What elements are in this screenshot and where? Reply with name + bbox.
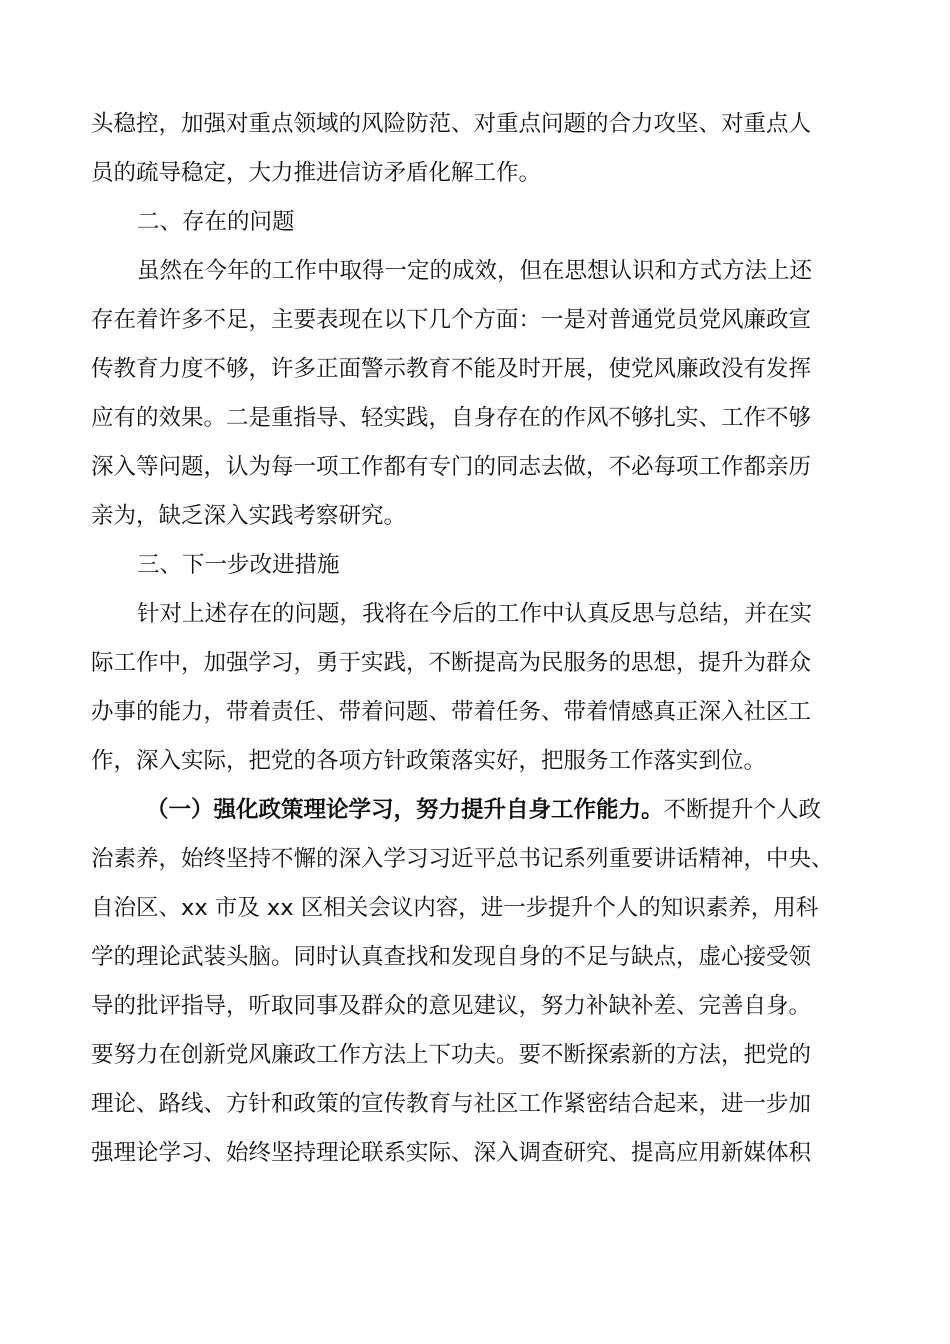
subheading-continuation: 不断提升个人政: [663, 797, 822, 823]
body-line: 自治区、xx 市及 xx 区相关会议内容，进一步提升个人的知识素养，用科: [91, 895, 819, 921]
body-line: 传教育力度不够，许多正面警示教育不能及时开展，使党风廉政没有发挥: [91, 356, 812, 382]
body-line: 存在着许多不足，主要表现在以下几个方面：一是对普通党员党风廉政宣: [91, 307, 812, 333]
body-line: 治素养，始终坚持不懈的深入学习习近平总书记系列重要讲话精神，中央、: [91, 846, 834, 872]
body-line: 学的理论武装头脑。同时认真查找和发现自身的不足与缺点，虚心接受领: [91, 944, 812, 970]
body-line: 深入等问题，认为每一项工作都有专门的同志去做，不必每项工作都亲历: [91, 454, 812, 480]
body-line: 应有的效果。二是重指导、轻实践，自身存在的作风不够扎实、工作不够: [91, 405, 812, 431]
section-heading: 二、存在的问题: [137, 209, 295, 235]
body-line: 际工作中，加强学习，勇于实践，不断提高为民服务的思想，提升为群众: [91, 650, 812, 676]
body-line: 办事的能力，带着责任、带着问题、带着任务、带着情感真正深入社区工: [91, 699, 812, 725]
body-line: 作，深入实际，把党的各项方针政策落实好，把服务工作落实到位。: [91, 748, 767, 774]
body-line: 虽然在今年的工作中取得一定的成效，但在思想认识和方式方法上还: [137, 258, 813, 284]
body-line: 头稳控，加强对重点领域的风险防范、对重点问题的合力攻坚、对重点人: [91, 111, 812, 137]
subheading-bold: （一）强化政策理论学习，努力提升自身工作能力。: [146, 797, 664, 823]
body-line: 理论、路线、方针和政策的宣传教育与社区工作紧密结合起来，进一步加: [91, 1091, 812, 1117]
body-line: 针对上述存在的问题，我将在今后的工作中认真反思与总结，并在实: [137, 601, 813, 627]
body-line: 亲为，缺乏深入实践考察研究。: [91, 503, 407, 529]
body-line: 员的疏导稳定，大力推进信访矛盾化解工作。: [91, 160, 542, 186]
body-line: 导的批评指导，听取同事及群众的意见建议，努力补缺补差、完善自身。: [91, 993, 812, 1019]
document-body: [91, 100, 871, 1178]
body-line: 强理论学习、始终坚持理论联系实际、深入调查研究、提高应用新媒体积: [91, 1140, 812, 1166]
subheading-line: [91, 786, 871, 835]
body-line: 要努力在创新党风廉政工作方法上下功夫。要不断探索新的方法，把党的: [91, 1042, 812, 1068]
section-heading: 三、下一步改进措施: [137, 552, 340, 578]
